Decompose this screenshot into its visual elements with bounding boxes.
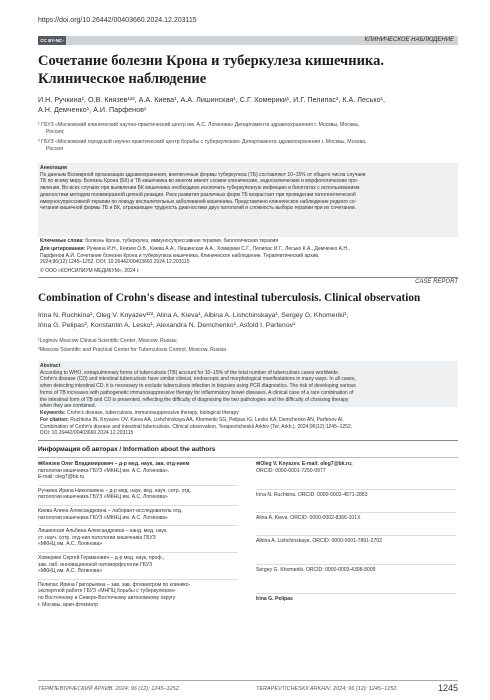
citation-en-line: Ruchkina IN, Knyazev OV, Kieva AA, Lishchinskaya AA, Khomeriki SG, Pelipas IG, Lesko KA, Demchenko AN, Parfenov AI.: [70, 417, 344, 423]
author-info-en: [256, 512, 456, 531]
section-bar: [38, 36, 458, 52]
affiliation-en-2: ²Moscow Scientific and Practical Center for Tuberculosis Control, Moscow, Russia: [38, 347, 226, 353]
author-info-line: Хомерики Сергей Германович – д-р мед. наук, проф.,: [38, 554, 165, 561]
affiliation-ru-2: ² ГБУЗ «Московский городской научно-практический центр борьбы с туберкулезом» Департамента здравоохранения г. Москвы, Москва,: [38, 139, 367, 145]
authors-en-line1: Irina N. Ruchkina¹, Oleg V. Knyazev¹²³, Alina A. Kieva¹, Albina A. Lishchinskaya¹, Sergey G. Khomeriki¹,: [38, 312, 349, 319]
author-info-line: патологии кишечника ГБУЗ «МКНЦ им. А.С. Логинова»: [38, 494, 168, 501]
footer-left: ТЕРАПЕВТИЧЕСКИЙ АРХИВ. 2024; 96 (12): 1245–1252.: [38, 686, 181, 692]
divider: [38, 277, 458, 278]
citation-ru-line: Парфенов А.И. Сочетание болезни Крона и туберкулеза кишечника. Клиническое наблюдение. Терапевтический архив.: [40, 252, 320, 259]
title-ru-line2: Клиническое наблюдение: [38, 71, 207, 87]
author-info-line: патологии кишечника ГБУЗ «МКНЦ им. А.С. Логинова».: [38, 467, 170, 474]
author-info-line: ✉Князев Олег Владимирович – д-р мед. наук, зав. отд-нием: [38, 461, 190, 467]
citation-ru-label: Для цитирования:: [40, 246, 86, 252]
info-right-column: [256, 461, 456, 603]
author-info-en: [256, 564, 456, 589]
title-ru-line1: Сочетание болезни Крона и туберкулеза кишечника.: [38, 53, 384, 69]
authors-ru: [38, 95, 458, 115]
citation-en-line: Combination of Crohn's disease and intestinal tuberculosis. Clinical observation. Terapevticheskii Arkhiv (Ter. Arkh.). 2024;96(12):1245–1252.: [40, 423, 353, 430]
divider: [38, 457, 458, 458]
affiliations-ru: [38, 122, 458, 153]
orcid-link[interactable]: Irina N. Ruchkina. ORCID: 0000-0002-4571-2883: [256, 492, 368, 498]
orcid-link[interactable]: Albina A. Lishchinskaya. ORCID: 0000-0001-7891-2702: [256, 538, 383, 544]
author-info-line: по Восточному и Северо-Восточному автономному округу: [38, 594, 176, 601]
citation-en-line: DOI: 10.26442/00403660.2024.12.203115: [40, 430, 134, 437]
citation-en: [40, 417, 456, 437]
authors-en-line2: Irina G. Pelipas², Konstantin A. Lesko¹, Alexandra N. Demchenko¹, Asfold I. Parfenov¹: [38, 322, 296, 329]
citation-ru-line: 2024;96(12):1245–1252. DOI: 10.26442/00403660.2024.12.203115: [40, 259, 190, 266]
abstract-ru-line: четания кишечной формы ТБ и БК, отражающее трудность диагностики двух патологий и сложность выбора терапии при их сочетании.: [40, 205, 356, 212]
divider: [38, 440, 458, 441]
author-info-line: «МКНЦ им. А.С. Логинова»: [38, 568, 103, 575]
authors-ru-line2: А.Н. Демченко¹, А.И. Парфенов¹: [38, 105, 147, 114]
citation-ru-line: Ручкина И.Н., Князев О.В., Киева А.А., Лишинская А.А., Хомерики С.Г., Пелипас И.Г., Лесько К.А., Демченко А.Н.,: [86, 246, 350, 252]
author-info-en: [256, 461, 456, 485]
title-en: Combination of Crohn's disease and intestinal tuberculosis. Clinical observation: [38, 292, 421, 304]
authors-en: [38, 311, 458, 331]
author-info-line: «МКНЦ им. А.С. Логинова»: [38, 541, 103, 548]
author-info-en: [256, 489, 456, 508]
affiliation-en-1: ¹Loginov Moscow Clinical Scientific Center, Moscow, Russia;: [38, 338, 178, 344]
abstract-ru-line: явления. Во всех случаях при выявлении БК кишечника необходимо исключать туберкулезную инфекцию в биоптатах с использованием: [40, 185, 360, 192]
author-email-link[interactable]: E-mail: oleg7@bk.ru: [38, 474, 85, 481]
author-info-en: [256, 535, 456, 560]
citation-en-label: For citation:: [40, 417, 69, 423]
affiliation-ru-1b: Россия;: [46, 129, 65, 135]
keywords-ru: [40, 238, 456, 245]
title-ru: [38, 52, 458, 88]
case-report-label: CASE REPORT: [415, 279, 458, 285]
abstract-ru-line: По данным Всемирной организации здравоохранения, внелегочные формы туберкулеза (ТБ) составляют 10–15% от общего числа случаев: [40, 171, 366, 178]
keywords-ru-text: болезнь Крона, туберкулез, иммуносупрессивная терапия, биологическая терапия: [85, 238, 279, 244]
author-info-ru: [38, 485, 238, 501]
abstract-en-line: the intestinal form of TB and CD is presented, reflecting the difficulty of diagnosing the two pathologies and the difficulty of choosing therapy: [40, 396, 349, 403]
abstract-en-title: Abstract: [40, 363, 61, 369]
abstract-ru-line: иммуносупрессивной терапии по поводу воспалительных заболеваний кишечника. Представлено клиническое наблюдение редкого со-: [40, 198, 357, 205]
abstract-ru-line: ТБ по всему миру. Болезнь Крона (БК) и ТБ кишечника во многом имеют схожие клинические, эндоскопические и морфологические про-: [40, 178, 359, 185]
author-info-line: ст. науч. сотр. отд-ния патологии кишечника ГБУЗ: [38, 534, 156, 541]
author-info-line: патологии кишечника ГБУЗ «МКНЦ им. А.С. Логинова»: [38, 514, 168, 521]
license-badge: CC BY-NC-SA 4.0: [38, 36, 66, 45]
page-number: 1245: [437, 683, 458, 693]
doi-link[interactable]: https://doi.org/10.26442/00403660.2024.12.203115: [38, 17, 197, 24]
author-info-line: экспертной работе ГБУЗ «МНПЦ борьбы с туберкулезом»: [38, 588, 176, 595]
orcid-link[interactable]: Alina A. Kieva. ORCID: 0000-0002-8366-101X: [256, 515, 361, 521]
section-label: КЛИНИЧЕСКОЕ НАБЛЮДЕНИЕ: [364, 37, 454, 43]
author-info-line: г. Москвы, врач-фтизиатр: [38, 601, 99, 608]
keywords-ru-label: Ключевые слова:: [40, 238, 84, 244]
author-info-ru: [38, 461, 238, 481]
info-heading: Информация об авторах / Information about the authors: [38, 446, 216, 453]
keywords-en: [40, 410, 456, 417]
abstract-en-line: Crohn's disease (CD) and intestinal tuberculosis have similar clinical, endoscopic and morphological manifestations in many ways. In all cases,: [40, 376, 356, 383]
affiliation-ru-2b: Россия: [46, 146, 64, 152]
affiliation-ru-1: ¹ ГБУЗ «Московский клинический научно-практический центр им. А.С. Логинова» Департамента здравоохранения г. Москвы, Москва,: [38, 122, 360, 128]
authors-ru-line1: И.Н. Ручкина¹, О.В. Князев¹²³, А.А. Киева¹, А.А. Лишинская¹, С.Г. Хомерики¹, И.Г. Пелипас², К.А. Лесько¹,: [38, 95, 385, 104]
keywords-en-text: Crohn's disease, tuberculosis, immunosuppressive therapy, biological therapy: [66, 410, 239, 416]
footer-divider: [38, 680, 458, 681]
author-info-ru: [38, 525, 238, 548]
author-info-ru: [38, 579, 238, 608]
abstract-en-line: when detecting intestinal CD, it is necessary to exclude tuberculosis infection in biopsies using PCR diagnostics. The risk of developing various: [40, 383, 356, 390]
author-email-link[interactable]: ✉Oleg V. Knyazev. E-mail: oleg7@bk.ru;: [256, 461, 353, 467]
author-info-en: [256, 593, 456, 603]
abstract-en-line: forms of TB increases with pathogenetic immunosuppressive therapy for inflammatory bowel diseases. A clinical case of a rare combination of: [40, 389, 354, 396]
author-info-ru: [38, 505, 238, 521]
author-info-line: Лишинская Альбина Александровна – канд. мед. наук,: [38, 528, 168, 535]
author-info-line: Ручкина Ирина Николаевна – д-р мед. наук, вед. науч. сотр. отд.: [38, 487, 191, 494]
author-info-ru: [38, 552, 238, 575]
abstract-ru-line: диагностики методом полимеразной цепной реакции. Риск развития различных форм ТБ возрастает при проведении патогенетической: [40, 191, 356, 198]
keywords-en-label: Keywords:: [40, 410, 66, 416]
author-info-line: зав. лаб. инновационной патоморфологии ГБУЗ: [38, 561, 153, 568]
abstract-en-line: when they are combined.: [40, 403, 96, 410]
author-info-line: Киева Алина Александровна – лаборант-исследователь отд.: [38, 507, 183, 514]
footer-right: TERAPEVTICHESKII ARKHIV. 2024; 96 (12): 1245–1252.: [256, 686, 398, 692]
citation-ru: [40, 246, 456, 275]
abstract-ru-title: Аннотация: [40, 165, 67, 171]
author-info-line: Irina G. Pelipas: [256, 596, 293, 602]
affiliations-en: [38, 338, 458, 354]
info-left-column: [38, 461, 238, 608]
abstract-en-line: According to WHO, extrapulmonary forms of tuberculosis (TB) account for 10–15% of the total number of tuberculosis cases worldwide.: [40, 369, 340, 376]
copyright: © ООО «КОНСИЛИУМ МЕДИКУМ», 2024 г.: [40, 268, 140, 275]
orcid-link[interactable]: ORCID: 0000-0001-7250-0977: [256, 467, 326, 474]
abstract-en: [40, 363, 456, 410]
author-info-line: Пелипас Ирина Григорьевна – зав. зав. фтизиатром по клинико-: [38, 581, 191, 588]
abstract-ru: [40, 165, 456, 212]
orcid-link[interactable]: Sergey G. Khomeriki. ORCID: 0000-0003-4308-8009: [256, 567, 376, 573]
